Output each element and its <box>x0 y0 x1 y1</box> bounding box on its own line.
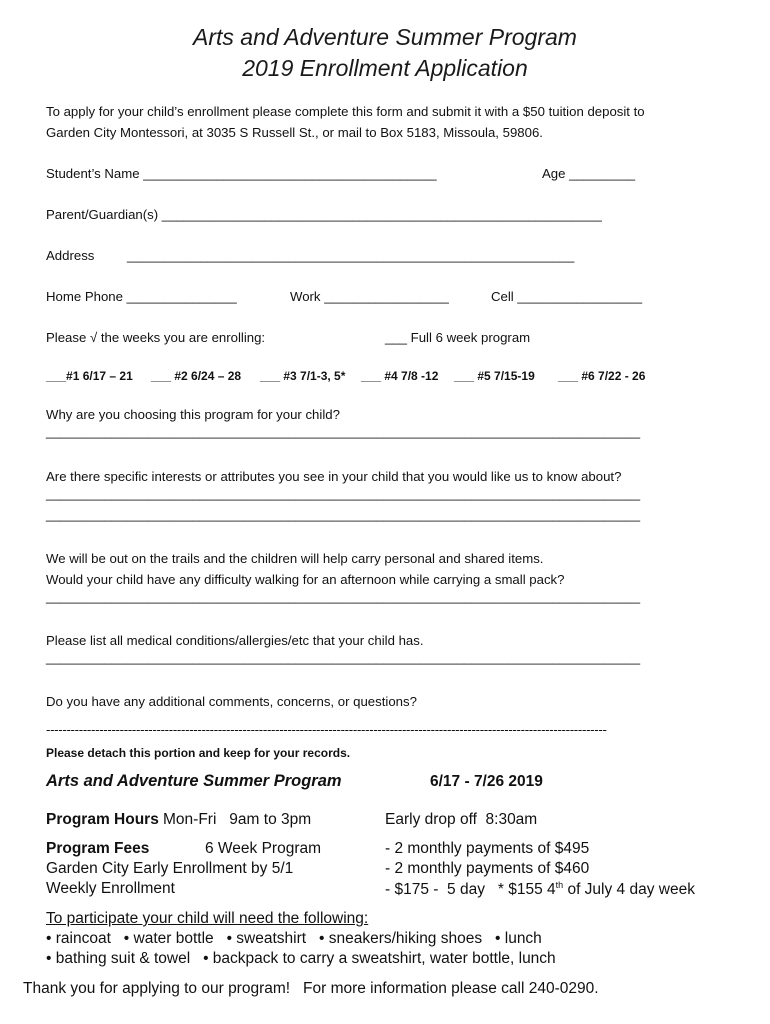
detach-dashed-line: ----------------------------------------------------------------------------------------------------------------------------------------- <box>46 722 607 737</box>
full-program-checkbox[interactable]: ___ Full 6 week program <box>385 330 531 345</box>
trails-note: We will be out on the trails and the children will help carry personal and shared items. <box>46 551 544 566</box>
week-3-checkbox[interactable]: ___ #3 7/1-3, 5* <box>260 369 346 383</box>
form-title: Arts and Adventure Summer Program <box>193 24 577 50</box>
fee-weekly-price: - $175 - 5 day * $155 4th of July 4 day week <box>385 880 695 899</box>
hours-value: Mon-Fri 9am to 3pm <box>163 811 312 828</box>
answer-line[interactable]: _________________________________________________________________________________ <box>46 486 641 501</box>
fee-weekly-label: Weekly Enrollment <box>46 880 175 897</box>
week-4-checkbox[interactable]: ___ #4 7/8 -12 <box>361 369 439 383</box>
week-2-checkbox[interactable]: ___ #2 6/24 – 28 <box>151 369 242 383</box>
parent-guardian-field[interactable]: Parent/Guardian(s) ____________________________________________________________ <box>46 207 602 222</box>
form-subtitle: 2019 Enrollment Application <box>242 55 528 81</box>
age-field[interactable]: Age _________ <box>542 166 636 181</box>
student-name-field[interactable]: Student’s Name ________________________________________ <box>46 166 437 181</box>
answer-line[interactable]: _________________________________________________________________________________ <box>46 424 641 439</box>
fee-early-label: Garden City Early Enrollment by 5/1 <box>46 860 294 877</box>
program-dates: 6/17 - 7/26 2019 <box>430 773 543 790</box>
answer-line[interactable]: _________________________________________________________________________________ <box>46 507 641 522</box>
week-5-checkbox[interactable]: ___ #5 7/15-19 <box>454 369 535 383</box>
answer-line[interactable]: _________________________________________________________________________________ <box>46 589 641 604</box>
week-6-checkbox[interactable]: ___ #6 7/22 - 26 <box>558 369 646 383</box>
needs-list-2: • bathing suit & towel • backpack to carry a sweatshirt, water bottle, lunch <box>46 950 556 967</box>
work-phone-field[interactable]: Work _________________ <box>290 289 449 304</box>
intro-line-1: To apply for your child’s enrollment please complete this form and submit it with a $50 tuition deposit to <box>46 104 645 119</box>
fee-6-week-label: 6 Week Program <box>205 840 322 857</box>
fees-label: Program Fees <box>46 840 150 857</box>
weeks-prompt: Please √ the weeks you are enrolling: <box>46 330 266 345</box>
program-name: Arts and Adventure Summer Program <box>46 772 342 790</box>
fee-early-price: - 2 monthly payments of $460 <box>385 860 590 877</box>
detach-note: Please detach this portion and keep for your records. <box>46 746 351 760</box>
question-interests: Are there specific interests or attributes you see in your child that you would like us to know about? <box>46 469 622 484</box>
address-label: Address <box>46 248 95 263</box>
question-comments: Do you have any additional comments, concerns, or questions? <box>46 694 417 709</box>
home-phone-field[interactable]: Home Phone _______________ <box>46 289 237 304</box>
answer-line[interactable]: _________________________________________________________________________________ <box>46 650 641 665</box>
question-walking: Would your child have any difficulty walking for an afternoon while carrying a small pack? <box>46 572 565 587</box>
address-field[interactable]: _____________________________________________________________ <box>127 248 575 263</box>
early-dropoff: Early drop off 8:30am <box>385 811 538 828</box>
hours-label: Program Hours <box>46 811 159 828</box>
fee-6-week-price: - 2 monthly payments of $495 <box>385 840 590 857</box>
question-medical: Please list all medical conditions/allergies/etc that your child has. <box>46 633 424 648</box>
cell-phone-field[interactable]: Cell _________________ <box>491 289 643 304</box>
needs-list-1: • raincoat • water bottle • sweatshirt • sneakers/hiking shoes • lunch <box>46 930 542 947</box>
intro-line-2: Garden City Montessori, at 3035 S Russell St., or mail to Box 5183, Missoula, 59806. <box>46 125 543 140</box>
needs-heading: To participate your child will need the following: <box>46 910 369 927</box>
question-why: Why are you choosing this program for your child? <box>46 407 340 422</box>
thank-you-note: Thank you for applying to our program! For more information please call 240-0290. <box>23 980 599 997</box>
week-1-checkbox[interactable]: ___#1 6/17 – 21 <box>46 369 133 383</box>
